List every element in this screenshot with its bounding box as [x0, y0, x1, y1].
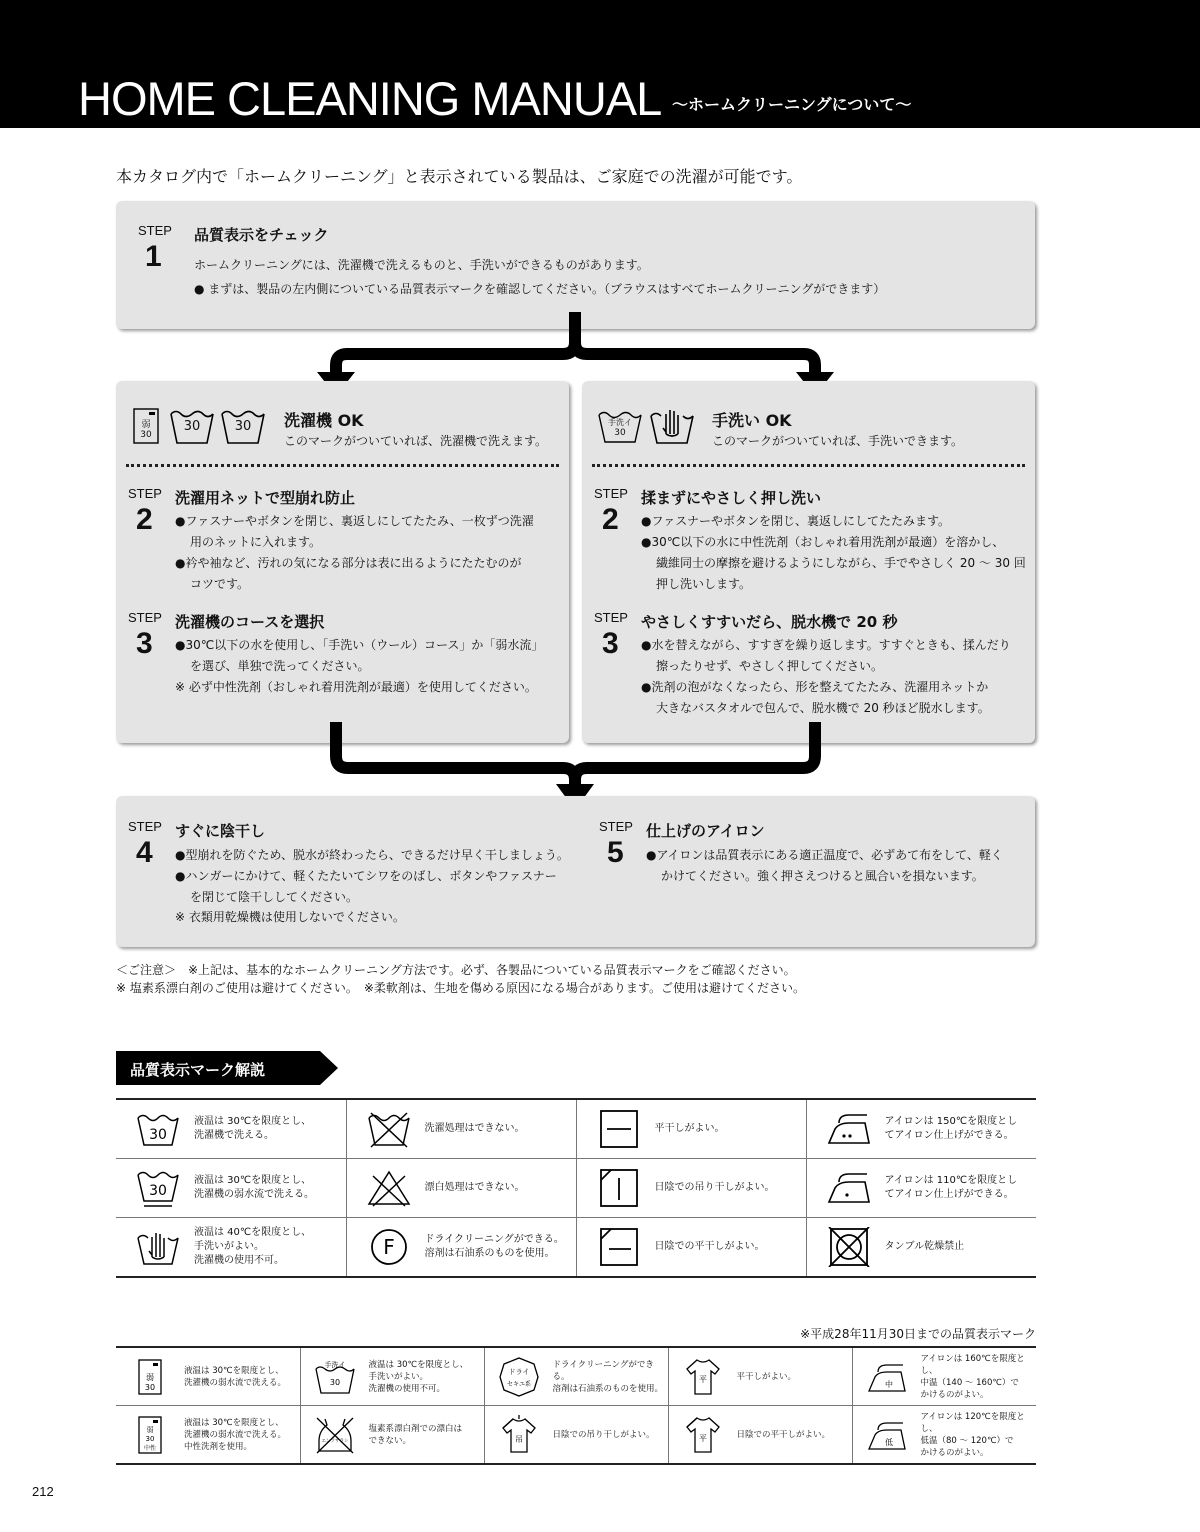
dotted-divider [126, 464, 559, 467]
machine-weak-icon-bottom: 30 [140, 430, 152, 440]
right-step2-line: 繊維同士の摩擦を避けるようにしながら、手でやさしく 20 ～ 30 回 [656, 556, 1026, 570]
table-cell-text: 液温は 30℃を限度とし、 洗濯機で洗える。 [194, 1116, 312, 1141]
table-cell-text: 液温は 40℃を限度とし、 手洗いがよい。 洗濯機の使用不可。 [194, 1227, 312, 1266]
left-step2-label: STEP [128, 486, 162, 501]
old-marks-note: ※平成28年11月30日までの品質表示マーク [800, 1327, 1036, 1341]
old-machine-weak-top: 弱 [146, 1372, 154, 1382]
old-iron-mid-label: 中 [884, 1379, 893, 1389]
step1-label: STEP [138, 223, 172, 238]
machine-weak-icon-top: 弱 [141, 420, 151, 430]
old-hang-shade-icon [499, 1415, 539, 1455]
old-machine-neutral-mid: 30 [145, 1434, 155, 1443]
dry-clean-f-icon [365, 1227, 413, 1267]
left-step3-line: ※ 必ず中性洗剤（おしゃれ着用洗剤が最適）を使用してください。 [175, 680, 537, 694]
old-machine-weak-icon [130, 1357, 170, 1397]
right-step3-label: STEP [594, 610, 628, 625]
left-step2-title: 洗濯用ネットで型崩れ防止 [175, 489, 356, 507]
caution-note: ※ 塩素系漂白剤のご使用は避けてください。 ※柔軟剤は、生地を傷める原因になる場合があります。ご使用は避けてください。 [116, 981, 805, 995]
table-cell-text: ドライクリーニングができる。 溶剤は石油系のものを使用。 [424, 1234, 564, 1259]
table-cell [576, 1159, 806, 1218]
right-step2-number: 2 [602, 503, 619, 536]
old-dry-clean-icon [499, 1357, 539, 1397]
old-hang-shade-label: 吊 [514, 1434, 523, 1444]
caution-note: ＜ご注意＞ ※上記は、基本的なホームクリーニング方法です。必ず、各製品についている品質表示マークをご確認ください。 [116, 963, 796, 977]
page-number: 212 [32, 1484, 54, 1499]
table-cell [852, 1406, 1036, 1465]
wash-30-weak-label: 30 [149, 1183, 167, 1199]
step4-number: 4 [136, 836, 153, 869]
table-cell [300, 1347, 484, 1406]
left-step2-line: コツです。 [190, 577, 250, 591]
step1-line1: ホームクリーニングには、洗濯機で洗えるものと、手洗いができるものがあります。 [194, 258, 649, 272]
right-step3-title: やさしくすすいだら、脱水機で 20 秒 [641, 613, 898, 631]
table-cell-text: ドライクリーニングができる。 溶剤は石油系のものを使用。 [552, 1359, 664, 1394]
table-cell-text: 洗濯処理はできない。 [424, 1123, 525, 1134]
step4-title: すぐに陰干し [175, 822, 266, 840]
table-cell [806, 1159, 1036, 1218]
dotted-divider [592, 464, 1025, 467]
page-subtitle: ～ホームクリーニングについて～ [672, 95, 912, 114]
table-cell [806, 1218, 1036, 1278]
right-step3-line: ●水を替えながら、すすぎを繰り返します。すすぐときも、揉んだり [641, 638, 1011, 652]
wash-30-label: 30 [149, 1127, 167, 1143]
table-cell [346, 1159, 576, 1218]
step1-line2: ● まずは、製品の左内側についている品質表示マークを確認してください。（ブラウスはすべてホームクリーニングができます） [194, 282, 886, 296]
old-machine-weak-bottom: 30 [144, 1382, 156, 1392]
right-step2-line: 押し洗いします。 [656, 577, 752, 591]
old-flat-shade-icon [683, 1415, 723, 1455]
table-cell-text: 液温は 30℃を限度とし、 洗濯機の弱水流で洗える。 [184, 1365, 287, 1388]
table-cell-text: 日陰での吊り干しがよい。 [654, 1182, 775, 1193]
table-cell-text: 平干しがよい。 [736, 1371, 797, 1382]
left-step2-number: 2 [136, 503, 153, 536]
old-iron-low-icon [867, 1415, 907, 1455]
table-row [116, 1347, 1036, 1406]
table-cell [116, 1218, 346, 1278]
no-bleach-icon [365, 1168, 413, 1208]
right-step3-line: 大きなバスタオルで包んで、脱水機で 20 秒ほど脱水します。 [656, 701, 990, 715]
left-step2-line: ●衿や袖など、汚れの気になる部分は表に出るようにたたむのが [175, 556, 522, 570]
old-dry-clean-top: ドライ [508, 1367, 529, 1376]
hand-wash-icon [650, 406, 694, 444]
iron-110-icon [825, 1168, 873, 1208]
step4-label: STEP [128, 819, 162, 834]
old-machine-neutral-icon [130, 1415, 170, 1455]
iron-150-icon [825, 1109, 873, 1149]
table-cell-text: 液温は 30℃を限度とし、 洗濯機の弱水流で洗える。 [194, 1175, 314, 1200]
right-step3-line: 擦ったりせず、やさしく押してください。 [656, 659, 884, 673]
table-row [116, 1159, 1036, 1218]
legend-title: 品質表示マーク解説 [130, 1061, 266, 1079]
old-hand-wash-bottom: 30 [329, 1377, 340, 1387]
step1-number: 1 [145, 240, 162, 273]
old-iron-low-label: 低 [884, 1437, 893, 1447]
shade-flat-dry-icon [595, 1227, 643, 1267]
left-step3-title: 洗濯機のコースを選択 [175, 613, 325, 631]
table-cell-text: 液温は 30℃を限度とし、 洗濯機の弱水流で洗える。 中性洗剤を使用。 [184, 1417, 287, 1452]
step5-number: 5 [607, 836, 624, 869]
table-cell-text: 日陰での吊り干しがよい。 [552, 1429, 655, 1440]
left-step2-line: 用のネットに入れます。 [190, 535, 322, 549]
wash-tub-temp: 30 [183, 419, 201, 434]
hand-wash-old-bottom: 30 [614, 428, 626, 438]
table-cell [806, 1099, 1036, 1159]
old-flat-dry-icon [683, 1357, 723, 1397]
hand-wash-40-icon [134, 1227, 182, 1267]
table-row [116, 1218, 1036, 1278]
old-flat-shade-label: 平 [698, 1433, 707, 1443]
hand-ok-title: 手洗い OK [712, 411, 792, 430]
table-cell-text: アイロンは 150℃を限度とし てアイロン仕上げができる。 [884, 1116, 1018, 1141]
hand-wash-old-top: 手洗イ [608, 418, 632, 427]
old-machine-neutral-top: 弱 [146, 1425, 154, 1434]
table-cell-text: 液温は 30℃を限度とし、 手洗いがよい。 洗濯機の使用不可。 [368, 1359, 469, 1394]
step1-title: 品質表示をチェック [194, 226, 329, 244]
table-cell-text: 日陰での平干しがよい。 [654, 1241, 765, 1252]
right-step2-label: STEP [594, 486, 628, 501]
step5-line: かけてください。強く押さえつけると風合いを損ないます。 [661, 869, 984, 883]
left-step3-line: を選び、単独で洗ってください。 [190, 659, 370, 673]
table-cell [116, 1406, 300, 1465]
table-cell-text: アイロンは 110℃を限度とし てアイロン仕上げができる。 [884, 1175, 1018, 1200]
step4-line: ●型崩れを防ぐため、脱水が終わったら、できるだけ早く干しましょう。 [175, 848, 569, 862]
old-flat-dry-label: 平 [698, 1374, 707, 1384]
step5-label: STEP [599, 819, 633, 834]
old-hand-wash-icon [315, 1357, 355, 1397]
table-cell [668, 1347, 852, 1406]
table-cell-text: 日陰での平干しがよい。 [736, 1429, 831, 1440]
old-dry-clean-bottom: セキユ系 [506, 1380, 531, 1388]
left-step3-number: 3 [136, 627, 153, 660]
old-iron-mid-icon [867, 1357, 907, 1397]
step4-line: ※ 衣類用乾燥機は使用しないでください。 [175, 910, 405, 924]
care-symbol-table [116, 1098, 1036, 1278]
right-step2-line: ●ファスナーやボタンを閉じ、裏返しにしてたたみます。 [641, 514, 951, 528]
step4-line: ●ハンガーにかけて、軽くたたいてシワをのばし、ボタンやファスナー [175, 869, 557, 883]
old-no-chlorine-icon [315, 1415, 355, 1455]
machine-ok-title: 洗濯機 OK [284, 411, 364, 430]
step4-line: を閉じて陰干ししてください。 [190, 890, 359, 904]
wash-30-weak-icon [134, 1168, 182, 1208]
table-row [116, 1099, 1036, 1159]
dry-clean-f-label: F [382, 1235, 395, 1259]
table-cell [576, 1218, 806, 1278]
table-cell [484, 1347, 668, 1406]
table-cell-text: 塩素系漂白剤での漂白は できない。 [368, 1423, 463, 1446]
step5-line: ●アイロンは品質表示にある適正温度で、必ずあて布をして、軽く [646, 848, 1003, 862]
wash-tub-weak-temp: 30 [234, 419, 252, 434]
table-cell [852, 1347, 1036, 1406]
table-cell-text: タンブル乾燥禁止 [884, 1241, 965, 1252]
right-step3-line: ●洗剤の泡がなくなったら、形を整えてたたみ、洗濯用ネットか [641, 680, 989, 694]
right-step3-number: 3 [602, 627, 619, 660]
shade-line-dry-icon [595, 1168, 643, 1208]
wash-30-icon [134, 1109, 182, 1149]
table-cell [116, 1347, 300, 1406]
old-hand-wash-top: 手洗イ [324, 1360, 345, 1369]
table-cell [668, 1406, 852, 1465]
old-care-symbol-table [116, 1346, 1036, 1465]
left-step3-line: ●30℃以下の水を使用し、「手洗い（ウール）コース」か「弱水流」 [175, 638, 544, 652]
table-cell-text: 平干しがよい。 [654, 1123, 725, 1134]
flat-dry-icon [595, 1109, 643, 1149]
no-tumble-dry-icon [825, 1227, 873, 1267]
table-cell [116, 1159, 346, 1218]
table-cell-text: 漂白処理はできない。 [424, 1182, 525, 1193]
no-wash-icon [365, 1109, 413, 1149]
right-step2-line: ●30℃以下の水に中性洗剤（おしゃれ着用洗剤が最適）を溶かし、 [641, 535, 1005, 549]
intro-text: 本カタログ内で「ホームクリーニング」と表示されている製品は、ご家庭での洗濯が可能です。 [116, 167, 803, 186]
machine-ok-desc: このマークがついていれば、洗濯機で洗えます。 [284, 434, 548, 448]
page-title: HOME CLEANING MANUAL [78, 72, 662, 125]
right-step2-title: 揉まずにやさしく押し洗い [641, 489, 822, 507]
left-step2-line: ●ファスナーやボタンを閉じ、裏返しにしてたたみ、一枚ずつ洗濯 [175, 514, 534, 528]
table-cell [300, 1406, 484, 1465]
old-machine-neutral-bottom: 中性 [143, 1444, 157, 1452]
hand-ok-desc: このマークがついていれば、手洗いできます。 [712, 434, 964, 448]
step5-title: 仕上げのアイロン [646, 822, 765, 840]
table-cell [346, 1218, 576, 1278]
left-step3-label: STEP [128, 610, 162, 625]
table-cell [484, 1406, 668, 1465]
old-no-chlorine-label: エンソサラシ [321, 1438, 348, 1444]
table-cell [116, 1099, 346, 1159]
table-cell-text: アイロンは 160℃を限度とし、 中温（140 ～ 160℃）で かけるのがよい。 [920, 1353, 1025, 1400]
table-row [116, 1406, 1036, 1465]
table-cell [346, 1099, 576, 1159]
table-cell [576, 1099, 806, 1159]
table-cell-text: アイロンは 120℃を限度とし、 低温（80 ～ 120℃）で かけるのがよい。 [920, 1411, 1025, 1458]
